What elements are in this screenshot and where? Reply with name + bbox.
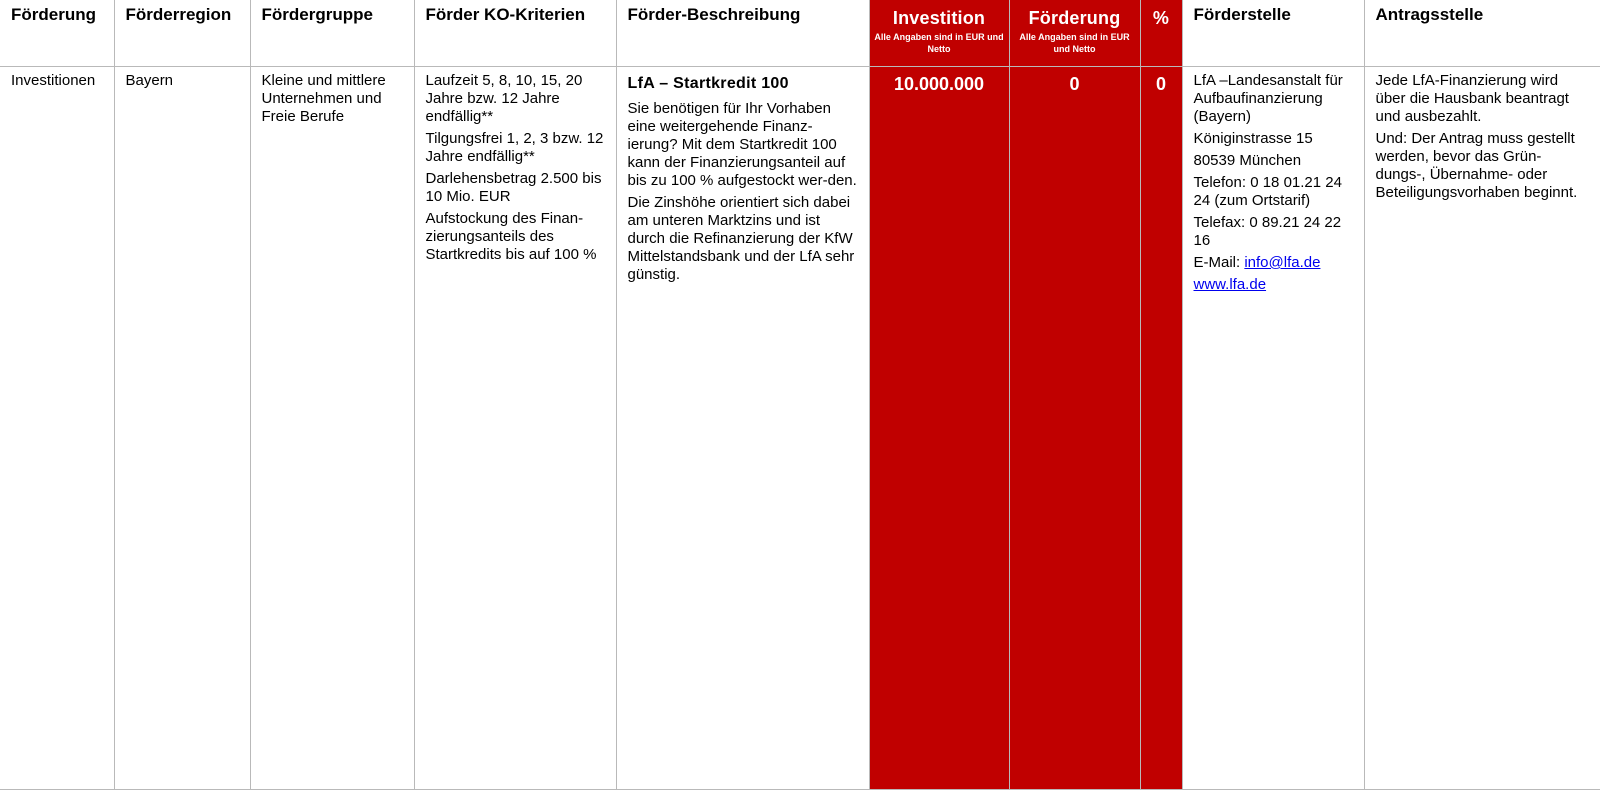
header-foerderung-betrag-note: Alle Angaben sind in EUR und Netto [1019, 32, 1130, 54]
header-prozent-label: % [1152, 8, 1170, 28]
header-ko-kriterien: Förder KO-Kriterien [414, 0, 616, 67]
header-row [0, 0, 1600, 67]
header-prozent [1140, 0, 1182, 67]
email-link[interactable]: info@lfa.de [1244, 254, 1321, 271]
table-row [0, 67, 1600, 790]
foerderstelle-telefon: Telefon: 0 18 01.21 24 24 (zum Ortstarif) [1193, 174, 1342, 209]
header-investition-label: Investition [892, 8, 986, 28]
header-beschreibung: Förder-Beschreibung [616, 0, 869, 67]
header-investition-note: Alle Angaben sind in EUR und Netto [874, 32, 1004, 54]
cell-ko-kriterien [414, 67, 616, 790]
foerderstelle-name: LfA –Landesanstalt für Aufbaufinanzierung (Bayern) [1193, 72, 1343, 125]
header-antragsstelle: Antragsstelle [1364, 0, 1600, 67]
foerderstelle-ort: 80539 München [1193, 152, 1302, 169]
cell-prozent: 0 [1140, 67, 1182, 790]
ko-laufzeit: Laufzeit 5, 8, 10, 15, 20 Jahre bzw. 12 Jahre endfällig** [425, 72, 583, 125]
beschreibung-para-1: Sie benötigen für Ihr Vorhaben eine weitergehende Finanz-ierung? Mit dem Startkredit 100 kann der Finanzierungsanteil auf bis zu 100 % aufgestockt wer-den. [627, 100, 857, 189]
header-foerderung-betrag [1009, 0, 1140, 67]
ko-tilgungsfrei: Tilgungsfrei 1, 2, 3 bzw. 12 Jahre endfällig** [425, 130, 604, 165]
antragsstelle-para-2: Und: Der Antrag muss gestellt werden, bevor das Grün-dungs-, Übernahme- oder Beteiligungsvorhaben beginnt. [1375, 130, 1578, 201]
cell-foerderung: Investitionen [0, 67, 114, 790]
header-foerderregion: Förderregion [114, 0, 250, 67]
cell-foerdergruppe: Kleine und mittlere Unternehmen und Freie Berufe [250, 67, 414, 790]
beschreibung-title: LfA – Startkredit 100 [627, 75, 789, 92]
cell-beschreibung [616, 67, 869, 790]
cell-investition: 10.000.000 [869, 67, 1009, 790]
ko-aufstockung: Aufstockung des Finan-zierungsanteils des Startkredits bis auf 100 % [425, 210, 597, 263]
cell-foerderung-betrag: 0 [1009, 67, 1140, 790]
header-investition [869, 0, 1009, 67]
foerderstelle-web-line [1194, 276, 1353, 294]
header-foerderung: Förderung [0, 0, 114, 67]
foerderstelle-strasse: Königinstrasse 15 [1193, 130, 1313, 147]
beschreibung-para-2: Die Zinshöhe orientiert sich dabei am unteren Marktzins und ist durch die Refinanzierung der KfW Mittelstandsbank und der LfA sehr günstig. [627, 194, 855, 283]
foerderstelle-email-line [1194, 254, 1353, 272]
header-foerdergruppe: Fördergruppe [250, 0, 414, 67]
website-link[interactable]: www.lfa.de [1193, 276, 1267, 293]
header-foerderstelle: Förderstelle [1182, 0, 1364, 67]
cell-foerderstelle [1182, 67, 1364, 790]
header-foerderung-betrag-label: Förderung [1028, 8, 1121, 28]
ko-darlehensbetrag: Darlehensbetrag 2.500 bis 10 Mio. EUR [425, 170, 602, 205]
foerderstelle-telefax: Telefax: 0 89.21 24 22 16 [1193, 214, 1342, 249]
email-label: E-Mail: [1193, 254, 1245, 271]
antragsstelle-para-1: Jede LfA-Finanzierung wird über die Hausbank beantragt und ausbezahlt. [1375, 72, 1569, 125]
cell-antragsstelle [1364, 67, 1600, 790]
cell-foerderregion: Bayern [114, 67, 250, 790]
